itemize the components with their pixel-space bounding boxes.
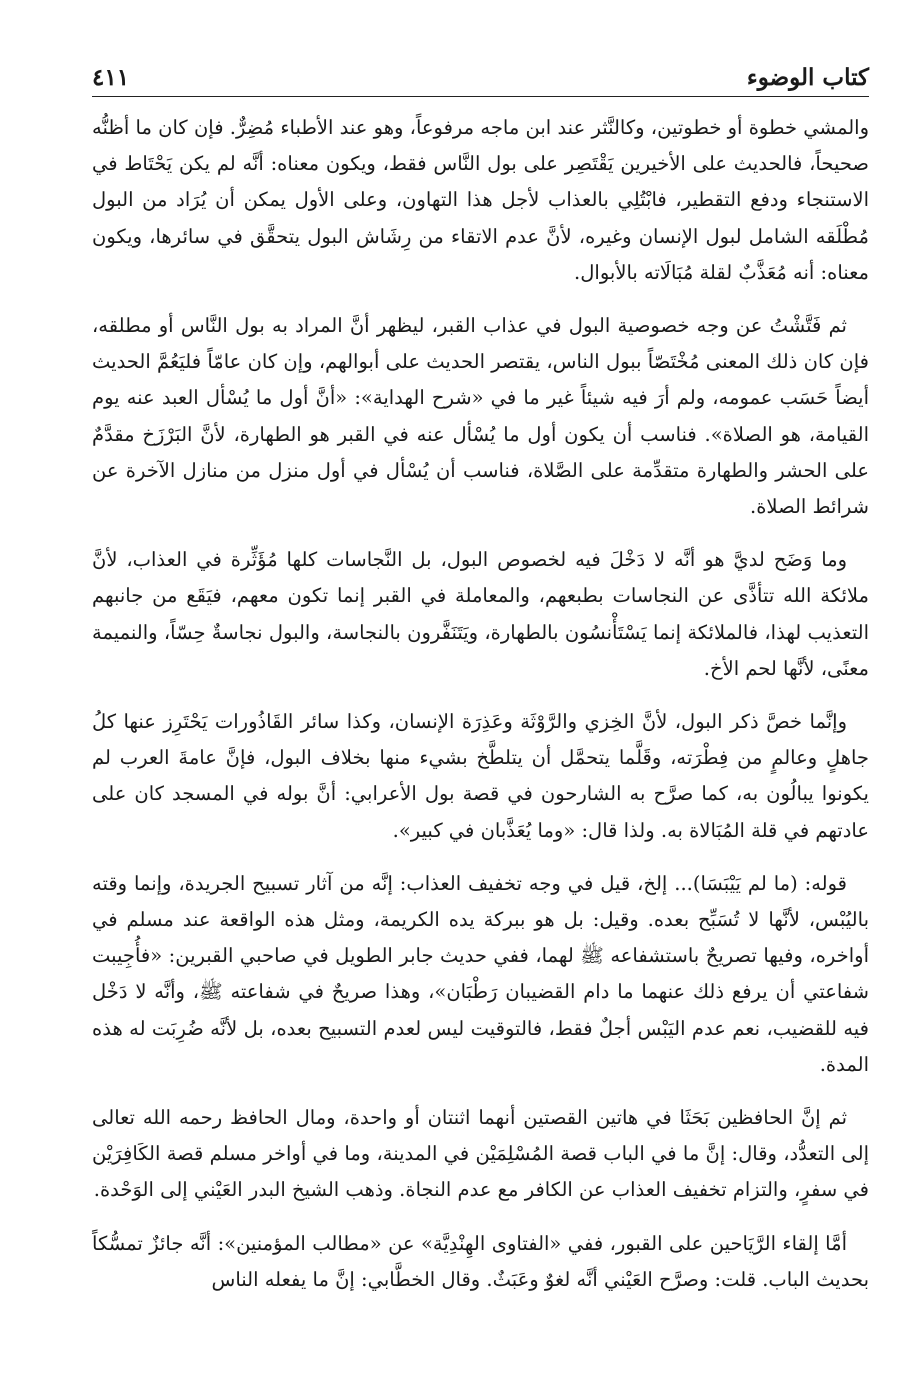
body-text [92,110,869,1315]
paragraph: قوله: (ما لم يَيْبَسَا)... إلخ، قيل في وجه تخفيف العذاب: إنَّه من آثار تسبيح الجريدة، وإنما وقته باليُبْس، لأنَّها لا تُسَبِّح بعده. وقيل: بل هو ببركة يده الكريمة، ومثل هذه الواقعة عند مسلم في أواخره، وفيها تصريحٌ باستشفاعه ﷺ لهما، ففي حديث جابر الطويل في صاحبي القبرين: «فأُجِيبت شفاعتي أن يرفع ذلك عنهما ما دام القضيبان رَطْبَان»، وهذا صريحٌ في شفاعته ﷺ، وأنَّه لا دَخْل فيه للقضيب، نعم عدم اليَبْس أجلٌ فقط، فالتوقيت ليس لعدم التسبيح بعده، بل لأنَّه ضُرِبَت له هذه المدة. [92,871,869,1076]
paragraph: أمَّا إلقاء الرَّيَاحين على القبور، ففي «الفتاوى الهِنْدِيَّة» عن «مطالب المؤمنين»: أنَّه جائزٌ تمسُّكاً بحديث الباب. قلت: وصرَّح العَيْني أنَّه لغوٌ وعَبَثٌ. وقال الخطَّابي: إنَّ ما يفعله الناس [92,1231,869,1291]
paragraph: ثم إنَّ الحافظين بَحَثَا في هاتين القصتين أنهما اثنتان أو واحدة، ومال الحافظ رحمه الله تعالى إلى التعدُّد، وقال: إنَّ ما في الباب قصة المُسْلِمَيْن في المدينة، وما في أواخر مسلم قصة الكَافِرَيْن في سفرٍ، والتزام تخفيف العذاب عن الكافر مع عدم النجاة. وذهب الشيخ البدر العَيْني إلى الوَحْدة. [92,1106,869,1202]
page-number: ٤١١ [92,64,130,91]
paragraph: وما وَضَح لديَّ هو أنَّه لا دَخْلَ فيه لخصوص البول، بل النَّجاسات كلها مُؤَثِّرة في العذاب، لأنَّ ملائكة الله تتأذَّى عن النجاسات بطبعهم، والمعاملة في القبر إنما تكون معهم، فيَقَع من جانبهم التعذيب لهذا، فالملائكة إنما يَسْتَأْنسُون بالطهارة، ويَتَنَفَّرون بالنجاسة، والبول نجاسةٌ حِسّاً، والنميمة معنًى، لأنَّها لحم الأخ. [92,548,869,680]
chapter-title: كتاب الوضوء [746,64,869,91]
paragraph: ثم فَتَّشْتُ عن وجه خصوصية البول في عذاب القبر، ليظهر أنَّ المراد به بول النَّاس أو مطلقه، فإن كان ذلك المعنى مُخْتَصّاً ببول الناس، يقتصر الحديث على أبوالهم، وإن كان عامّاً فليَعُمَّ الحديث أيضاً حَسَب عمومه، ولم أرَ فيه شيئاً غير ما في «شرح الهداية»: «أنَّ أول ما يُسْأل العبد عنه يوم القيامة، هو الصلاة». فناسب أن يكون أول ما يُسْأل عنه في القبر هو الطهارة، لأنَّ البَرْزَخ مقدَّمٌ على الحشر والطهارة متقدِّمة على الصَّلاة، فناسب أن يُسْأل في أول منزل من منازل الآخرة عن شرائط الصلاة. [92,314,869,519]
paragraph: وإنَّما خصَّ ذكر البول، لأنَّ الخِزي والرَّوْثَة وعَذِرَة الإنسان، وكذا سائر القَاذُورات يَحْتَرِز عنها كلُ جاهلٍ وعالمٍ من فِطْرَته، وقَلَّما يتحمَّل أن يتلطَّخ بشيء منها بخلاف البول، فإنَّ عامةَ العرب لم يكونوا يبالُون به، كما صرَّح به الشارحون في قصة بول الأعرابي: أنَّ بوله في المسجد كان على عادتهم في قلة المُبَالاة به. ولذا قال: «وما يُعَذَّبان في كبير». [92,710,869,842]
page-header [92,62,869,97]
paragraph: والمشي خطوة أو خطوتين، وكالنَّثر عند ابن ماجه مرفوعاً، وهو عند الأطباء مُضِرٌّ. فإن كان ما أظنُّه صحيحاً، فالحديث على الأخيرين يَقْتَصِر على بول النَّاس فقط، ويكون معناه: أنَّه لم يكن يَحْتَاط في الاستنجاء ودفع التقطير، فابْتُلِي بالعذاب لأجل هذا التهاون، وعلى الأول يمكن أن يُرَاد من البول مُطْلَقه الشامل لبول الإنسان وغيره، لأنَّ عدم الاتقاء من رِشَاش البول يتحقَّق في سائرها، ويكون معناه: أنه مُعَذَّبٌ لقلة مُبَالَاته بالأبوال. [92,116,869,284]
